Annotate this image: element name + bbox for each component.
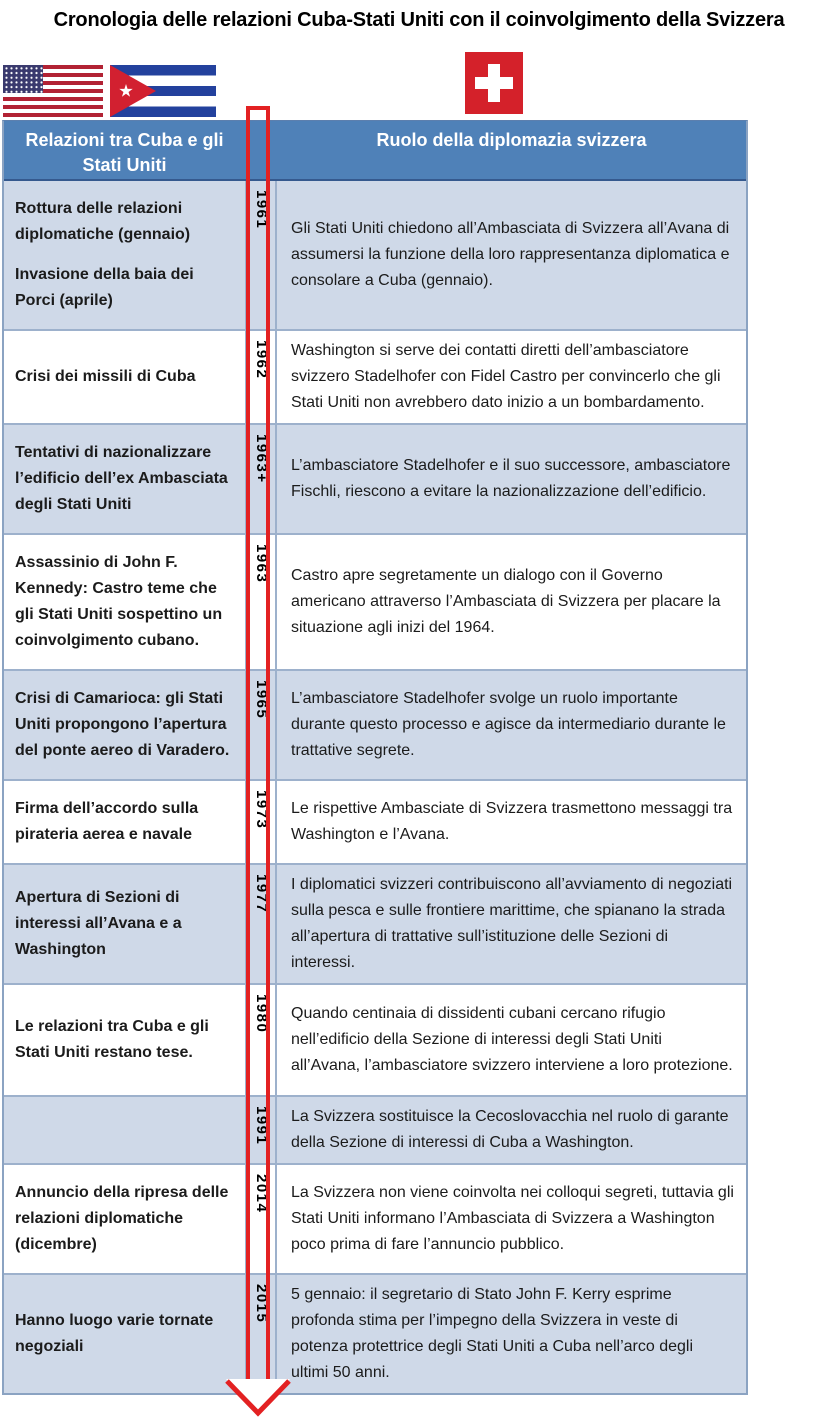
event-text: Rottura delle relazioni diplomatiche (gennaio) (15, 200, 191, 243)
event-cell (4, 781, 245, 863)
timeline-row (4, 983, 746, 1095)
year-cell (245, 535, 277, 669)
timeline-row (4, 329, 746, 423)
year-label: 1961 (253, 190, 270, 230)
swiss-role-text: Washington si serve dei contatti diretti dell’ambasciatore svizzero Stadelhofer con Fidel Castro per convincerlo che gli Stati Uniti non avrebbero dato inizio a un bombardamento. (291, 342, 721, 411)
timeline-row (4, 533, 746, 669)
event-cell (4, 425, 245, 533)
event-cell (4, 985, 245, 1095)
event-cell (4, 1275, 245, 1393)
year-cell (245, 181, 277, 329)
year-cell (245, 425, 277, 533)
timeline-row (4, 1273, 746, 1393)
swiss-role-text: I diplomatici svizzeri contribuiscono all’avviamento di negoziati sulla pesca e sulle frontiere marittime, che spianano la strada all’apertura di trattative sull’istituzione delle Sezioni di interessi. (291, 876, 733, 971)
cuba-flag-triangle (110, 65, 156, 117)
event-cell (4, 331, 245, 423)
event-text: Apertura di Sezioni di interessi all’Avana e a Washington (15, 889, 182, 958)
year-label: 1963+ (253, 434, 270, 484)
year-cell (245, 331, 277, 423)
event-text: Invasione della baia dei Porci (aprile) (15, 266, 194, 309)
timeline-row (4, 423, 746, 533)
event-cell (4, 535, 245, 669)
swiss-role-text: 5 gennaio: il segretario di Stato John F. Kerry esprime profonda stima per l’impegno della Svizzera in veste di potenza protettrice degli Stati Uniti a Cuba nell’arco degli ultimi 50 anni. (291, 1286, 694, 1381)
column-header-cuba-us-relations: Relazioni tra Cuba e gli Stati Uniti (25, 130, 224, 175)
swiss-role-text: Quando centinaia di dissidenti cubani cercano rifugio nell’edificio della Sezione di interessi degli Stati Uniti all’Avana, l’ambasciatore svizzero interviene a loro protezione. (291, 1005, 733, 1074)
column-header-year-spacer (245, 121, 277, 179)
event-cell (4, 865, 245, 983)
swiss-role-cell (277, 425, 746, 533)
event-text: Firma dell’accordo sulla pirateria aerea e navale (15, 800, 199, 843)
swiss-role-text: La Svizzera non viene coinvolta nei colloqui segreti, tuttavia gli Stati Uniti informano l’Ambasciata di Svizzera a Washington poco prima di fare l’annuncio pubblico. (291, 1184, 734, 1253)
year-label: 1965 (253, 680, 270, 720)
event-text: Crisi di Camarioca: gli Stati Uniti propongono l’apertura del ponte aereo di Varadero. (15, 690, 230, 759)
year-label: 2015 (253, 1284, 270, 1324)
swiss-flag-icon (465, 52, 523, 114)
event-text: Hanno luogo varie tornate negoziali (15, 1312, 214, 1355)
event-text: Le relazioni tra Cuba e gli Stati Uniti restano tese. (15, 1018, 209, 1061)
year-label: 1963 (253, 544, 270, 584)
year-label: 1991 (253, 1106, 270, 1146)
timeline-row (4, 1163, 746, 1273)
swiss-role-text: L’ambasciatore Stadelhofer e il suo successore, ambasciatore Fischli, riescono a evitare la nazionalizzazione dell’edificio. (291, 457, 731, 500)
year-cell (245, 985, 277, 1095)
swiss-role-text: Castro apre segretamente un dialogo con il Governo americano attraverso l’Ambasciata di Svizzera per placare la situazione agli inizi del 1964. (291, 567, 721, 636)
timeline-row (4, 669, 746, 779)
event-text: Assassinio di John F. Kennedy: Castro teme che gli Stati Uniti sospettino un coinvolgimento cubano. (15, 554, 223, 649)
swiss-role-cell (277, 985, 746, 1095)
swiss-role-cell (277, 331, 746, 423)
year-cell (245, 1275, 277, 1393)
column-header-swiss-diplomacy: Ruolo della diplomazia svizzera (376, 130, 647, 150)
swiss-role-cell (277, 1165, 746, 1273)
swiss-role-cell (277, 1097, 746, 1163)
timeline-row (4, 863, 746, 983)
event-cell (4, 671, 245, 779)
cuba-flag-icon (110, 65, 216, 117)
page-title: Cronologia delle relazioni Cuba-Stati Uniti con il coinvolgimento della Svizzera (53, 9, 785, 31)
year-label: 1962 (253, 340, 270, 380)
event-text: Annuncio della ripresa delle relazioni diplomatiche (dicembre) (15, 1184, 229, 1253)
year-cell (245, 1097, 277, 1163)
swiss-role-cell (277, 535, 746, 669)
year-cell (245, 671, 277, 779)
timeline-row (4, 181, 746, 329)
year-label: 1980 (253, 994, 270, 1034)
year-cell (245, 1165, 277, 1273)
event-cell (4, 1165, 245, 1273)
timeline-table (2, 120, 748, 1395)
swiss-role-text: L’ambasciatore Stadelhofer svolge un ruolo importante durante questo processo e agisce da intermediario durante le trattative segrete. (291, 690, 726, 759)
swiss-cross-icon (475, 77, 513, 89)
swiss-role-cell (277, 671, 746, 779)
table-header-row (4, 121, 746, 181)
event-text: Crisi dei missili di Cuba (15, 368, 196, 385)
timeline-row (4, 779, 746, 863)
timeline-row (4, 1095, 746, 1163)
us-flag-icon (3, 65, 103, 117)
swiss-role-cell (277, 865, 746, 983)
year-cell (245, 781, 277, 863)
swiss-role-cell (277, 181, 746, 329)
year-label: 2014 (253, 1174, 270, 1214)
year-cell (245, 865, 277, 983)
event-text: Tentativi di nazionalizzare l’edificio dell’ex Ambasciata degli Stati Uniti (15, 444, 228, 513)
year-label: 1977 (253, 874, 270, 914)
event-cell (4, 1097, 245, 1163)
swiss-role-text: La Svizzera sostituisce la Cecoslovacchia nel ruolo di garante della Sezione di interessi di Cuba a Washington. (291, 1108, 729, 1151)
swiss-role-text: Gli Stati Uniti chiedono all’Ambasciata di Svizzera all’Avana di assumersi la funzione della loro rappresentanza diplomatica e consolare a Cuba (gennaio). (291, 220, 730, 289)
event-cell (4, 181, 245, 329)
us-flag-canton (3, 65, 43, 93)
swiss-role-cell (277, 1275, 746, 1393)
swiss-role-text: Le rispettive Ambasciate di Svizzera trasmettono messaggi tra Washington e l’Avana. (291, 800, 733, 843)
swiss-role-cell (277, 781, 746, 863)
year-label: 1973 (253, 790, 270, 830)
